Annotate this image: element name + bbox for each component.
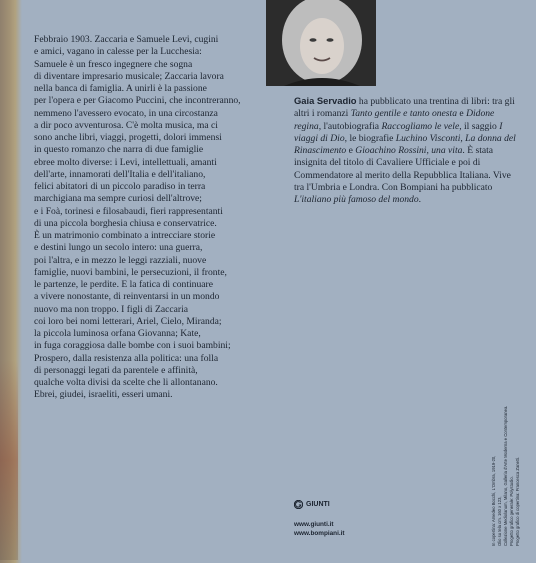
bio-text: . È stata insignita del titolo di Cavaliere Ufficiale e poi di Commendatore al merito della Repubblica Italiana. Vive tra l'Umbria e Londra. Con Bompiani ha pubblicato	[294, 145, 511, 193]
bio-text: , l'autobiografia	[318, 120, 382, 132]
bio-title: Raccogliamo le vele	[381, 120, 460, 132]
bio-title: Luchino Visconti	[395, 132, 461, 144]
credit-line: In copertina: Amedeo Bocchi, L'Ombra, 1919-20,	[491, 455, 496, 546]
giunti-logo-icon	[294, 500, 303, 509]
bio-title: Tanto gentile e tanto onesta	[350, 108, 457, 120]
publisher-logo	[294, 500, 330, 509]
bio-text: ,	[460, 132, 466, 144]
cover-painting-edge	[0, 0, 22, 563]
author-name: Gaia Servadio	[294, 95, 357, 106]
bio-text: e	[457, 108, 467, 120]
credit-line: Collezione Mediolanum, Milano, Galleria d'Arte Moderna e Contemporanea.	[503, 405, 508, 546]
bio-title: I viaggi di Dio	[294, 120, 503, 144]
bio-title: Didone regina	[294, 108, 495, 132]
credit-line: Progetto grafico generale: Polystudio.	[509, 476, 514, 546]
cover-credits	[491, 406, 521, 546]
bio-text: .	[418, 194, 422, 205]
author-bio	[294, 95, 522, 206]
bio-text: ha pubblicato una trentina di libri: tra gli altri i romanzi	[294, 96, 515, 120]
bio-title: Gioachino Rossini, una vita	[355, 145, 463, 156]
bio-text: e	[346, 145, 356, 156]
publisher-logo-text: GIUNTI	[306, 501, 330, 508]
bio-text: , il saggio	[459, 120, 500, 132]
credit-line: Olio su tela cm. 160 x 123,	[497, 496, 502, 546]
bio-title: L'italiano più famoso del mondo	[294, 194, 419, 205]
publisher-urls	[294, 520, 345, 538]
url-giunti[interactable]: www.giunti.it	[294, 521, 334, 528]
bio-title: La donna del Rinascimento	[294, 132, 516, 156]
credit-line: Progetto grafico di copertina: Francesca Zanetti.	[515, 456, 520, 546]
bio-text: , le biografie	[344, 132, 396, 144]
back-cover-blurb: Febbraio 1903. Zaccaria e Samuele Levi, cugini e amici, vagano in calesse per la Lucchesia: Samuele è un fresco ingegnere che sogna di diventare impresario musicale; Zaccaria lavora nella banca di famiglia. A unirli è la passione per l'opera e per Giacomo Puccini, che incontreranno, nemmeno l'avessero evocato, in una circostanza a dir poco avventurosa. C'è molta musica, ma ci sono anche libri, viaggi, progetti, dolori immensi in questo romanzo che narra di due famiglie ebree molto diverse: i Levi, intellettuali, amanti dell'arte, innamorati dell'Italia e dell'italiano, felici abitatori di un piccolo paradiso in terra marchigiana ma sempre curiosi dell'altrove; e i Foà, torinesi e filosabaudi, fieri rappresentanti di una piccola borghesia chiusa e conservatrice. È un matrimonio combinato a intrecciare storie e destini lungo un secolo intero: una guerra, poi l'altra, e in mezzo le leggi razziali, nuove famiglie, nuovi bambini, le persecuzioni, il fronte, le partenze, le perdite. E la fatica di continuare a vivere nonostante, di reinventarsi in un mondo nuovo ma non troppo. I figli di Zaccaria coi loro bei nomi letterari, Ariel, Cielo, Miranda; la piccola luminosa orfana Giovanna; Kate, in fuga coraggiosa dalle bombe con i suoi bambini; Prospero, dalla resistenza alla politica: una folla di personaggi legati da parentele e affinità, qualche volta divisi da scelte che li allontanano. Ebrei, giudei, israeliti, esseri umani.	[34, 34, 241, 401]
url-bompiani[interactable]: www.bompiani.it	[294, 530, 345, 537]
author-photo	[266, 0, 376, 86]
